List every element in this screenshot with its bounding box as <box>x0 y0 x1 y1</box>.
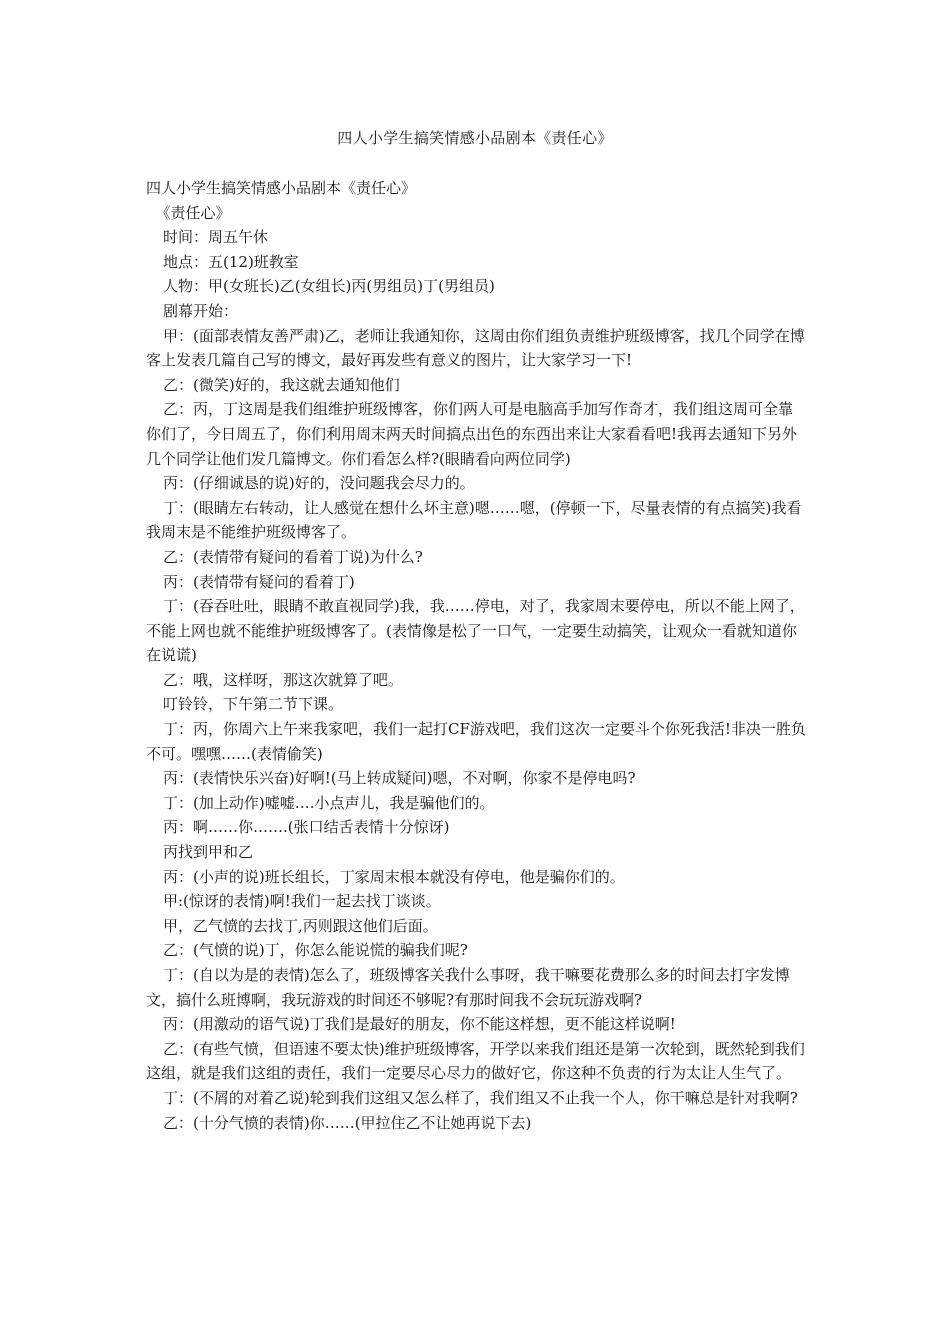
script-line: 丁：(不屑的对着乙说)轮到我们这组又怎么样了，我们组又不止我一个人，你干嘛总是针对我啊? <box>148 1088 798 1107</box>
script-line: 乙：哦，这样呀，那这次就算了吧。 <box>148 670 404 689</box>
script-line: 甲，乙气愤的去找丁,丙则跟这他们后面。 <box>148 916 438 935</box>
script-line: 甲：(面部表情友善严肃)乙，老师让我通知你，这周由你们组负责维护班级博客，找几个同学在博客上发表几篇自己写的博文，最好再发些有意义的图片，让大家学习一下! <box>146 326 805 370</box>
script-line: 地点：五(12)班教室 <box>148 252 299 271</box>
script-line: 《责任心》 <box>148 203 231 222</box>
document-body <box>146 176 806 1135</box>
script-line: 叮铃铃，下午第二节下课。 <box>148 695 344 714</box>
script-line: 丙：(仔细诚恳的说)好的，没问题我会尽力的。 <box>148 474 475 493</box>
document-title: 四人小学生搞笑情感小品剧本《责任心》 <box>337 129 613 147</box>
script-line: 丙找到甲和乙 <box>148 843 254 862</box>
script-line: 乙：(十分气愤的表情)你……(甲拉住乙不让她再说下去) <box>148 1113 532 1132</box>
script-line: 时间：周五午休 <box>148 228 269 247</box>
script-line: 乙：丙，丁这周是我们组维护班级博客，你们两人可是电脑高手加写作奇才，我们组这周可全靠你们了，今日周五了，你们利用周末两天时间搞点出色的东西出来让大家看看吧!我再去通知下另外几个同学让他们发几篇博文。你们看怎么样?(眼睛看向两位同学) <box>146 400 798 468</box>
script-line: 丙：(表情带有疑问的看着丁) <box>148 572 355 591</box>
script-line: 剧幕开始： <box>148 301 239 320</box>
body-heading: 四人小学生搞笑情感小品剧本《责任心》 <box>146 179 417 197</box>
script-line: 丙：(用激动的语气说)丁我们是最好的朋友，你不能这样想，更不能这样说啊! <box>148 1015 676 1034</box>
script-line: 乙：(有些气愤，但语速不要太快)维护班级博客，开学以来我们组还是第一次轮到，既然轮到我们这组，就是我们这组的责任，我们一定要尽心尽力的做好它，你这种不负责的行为太让人生气了。 <box>146 1039 805 1083</box>
script-line: 丙：(表情快乐兴奋)好啊!(马上转成疑问)嗯，不对啊，你家不是停电吗? <box>148 769 636 788</box>
script-line: 丁：(自以为是的表情)怎么了，班级博客关我什么事呀，我干嘛要花费那么多的时间去打字发博文，搞什么班博啊，我玩游戏的时间还不够呢?有那时间我不会玩玩游戏啊? <box>146 966 790 1009</box>
script-line: 乙：(微笑)好的，我这就去通知他们 <box>148 375 400 394</box>
script-line: 丁：(加上动作)嘘嘘….小点声儿，我是骗他们的。 <box>148 793 495 812</box>
script-line: 人物：甲(女班长)乙(女组长)丙(男组员)丁(男组员) <box>148 277 495 296</box>
script-line: 丙：(小声的说)班长组长，丁家周末根本就没有停电，他是骗你们的。 <box>148 867 625 886</box>
script-line: 丁：(吞吞吐吐，眼睛不敢直视同学)我，我……停电，对了，我家周末要停电，所以不能上网了，不能上网也就不能维护班级博客了。(表情像是松了一口气，一定要生动搞笑，让观众一看就知道你在说谎) <box>146 597 805 665</box>
script-line: 丁：(眼睛左右转动，让人感觉在想什么坏主意)嗯……嗯，(停顿一下，尽量表情的有点搞笑)我看我周末是不能维护班级博客了。 <box>146 498 802 542</box>
script-line: 丙：啊……你…….(张口结舌表情十分惊讶) <box>148 818 450 837</box>
script-line: 甲:(惊讶的表情)啊!我们一起去找丁谈谈。 <box>148 892 441 911</box>
script-line: 乙：(气愤的说)丁，你怎么能说慌的骗我们呢? <box>148 941 468 960</box>
script-line: 丁：丙，你周六上午来我家吧，我们一起打CF游戏吧，我们这次一定要斗个你死我活!非决一胜负不可。嘿嘿……(表情偷笑) <box>146 720 806 763</box>
script-line: 乙：(表情带有疑问的看着丁说)为什么? <box>148 547 423 566</box>
